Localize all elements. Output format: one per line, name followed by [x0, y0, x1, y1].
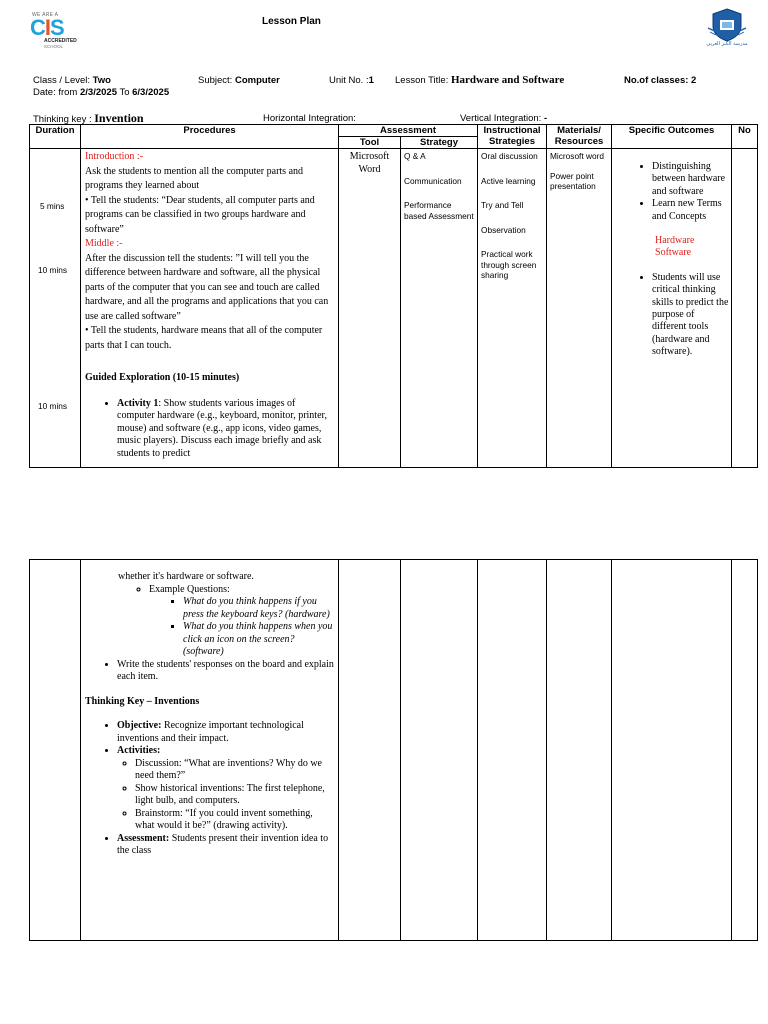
objective: • Objective: Recognize important technological inventions and their impact. — [117, 720, 334, 745]
activity-list — [85, 398, 334, 461]
strategy-performance-assessment: Performance based Assessment — [404, 200, 474, 221]
lesson-plan-table-page-2 — [29, 559, 758, 941]
vertical-integration: Vertical Integration: - — [460, 113, 548, 124]
write-responses: • Write the students' responses on the board and explain each item. — [117, 659, 334, 684]
continuation-text: whether it's hardware or software. — [118, 571, 254, 582]
strategy-cell-p2 — [401, 560, 478, 941]
question-icon: ▪ What do you think happens when you click an icon on the screen? (software) — [183, 621, 334, 659]
guided-exploration-title: Guided Exploration (10-15 minutes) — [85, 372, 240, 383]
outcome-new-terms: • Learn new Terms and Concepts — [652, 198, 731, 223]
instructional-active-learning: Active learning — [481, 175, 536, 186]
instructional-try-and-tell: Try and Tell — [481, 200, 524, 210]
outcomes-cell-p2 — [612, 560, 732, 941]
assessment: • Assessment: Students present their invention idea to the class — [117, 833, 334, 858]
activities-sublist — [117, 758, 334, 833]
lesson-plan-table-page-1 — [29, 124, 758, 468]
logo-accredited: ACCREDITED — [44, 38, 77, 44]
materials-cell — [547, 149, 612, 468]
middle-bullet: • Tell the students, hardware means that all of the computer parts that I can touch. — [85, 325, 323, 351]
subject: Subject: Computer — [198, 75, 280, 86]
outcome-critical-thinking: • Students will use critical thinking skills to predict the purpose of different tools (hardware and software). — [652, 272, 731, 359]
activities: • Activities: ◦ Discussion: “What are inventions? Why do we need them?” ◦ Show historical inventions: The first telephone, light bulb, and computers. ◦ Brainstorm: “If you could invent something, what would it be?” (drawing activity). — [117, 745, 334, 833]
page-title: Lesson Plan — [262, 16, 321, 27]
strategy-communication: Communication — [404, 175, 462, 186]
tool-cell — [339, 149, 401, 468]
material-powerpoint: Power point presentation — [550, 170, 596, 191]
header-instructional-strategies: Instructional Strategies — [478, 125, 547, 149]
header-procedures: Procedures — [81, 125, 339, 149]
instructional-practical-work: Practical work through screen sharing — [481, 249, 537, 280]
inventions-list — [85, 720, 334, 858]
header-strategy: Strategy — [401, 137, 478, 149]
school-name-arabic: مدرسة الكنز العربي — [706, 41, 748, 47]
duration-cell-p2 — [30, 560, 81, 941]
header-no: No — [732, 125, 758, 149]
logo-school: SCHOOL — [44, 44, 64, 49]
tool-cell-p2 — [339, 560, 401, 941]
middle-label: Middle :- — [85, 238, 123, 249]
write-list — [85, 659, 334, 684]
outcome-term-hardware: Hardware — [655, 235, 695, 247]
tool-microsoft-word: Microsoft Word — [349, 151, 390, 175]
introduction-text: Ask the students to mention all the computer parts and programs they learned about — [85, 165, 304, 191]
logo-we-are-a: WE ARE A — [32, 12, 59, 18]
instructional-strategies-cell — [478, 149, 547, 468]
duration-guided: 10 mins — [38, 401, 68, 411]
header-duration: Duration — [30, 125, 81, 149]
instructional-oral-discussion: Oral discussion — [481, 151, 538, 161]
question-keyboard: ▪ What do you think happens if you press the keyboard keys? (hardware) — [183, 596, 334, 621]
introduction-label: Introduction :- — [85, 151, 144, 162]
no-cell-p2 — [732, 560, 758, 941]
cis-accredited-logo — [30, 12, 90, 52]
no-cell — [732, 149, 758, 468]
duration-cell — [30, 149, 81, 468]
logo-cis-text: CIS — [30, 15, 64, 40]
number-of-classes: No.of classes: 2 — [624, 75, 697, 86]
header-tool: Tool — [339, 137, 401, 149]
duration-intro: 5 mins — [40, 201, 65, 211]
school-crest-logo — [700, 6, 754, 52]
unit-no: Unit No. :1 — [329, 75, 374, 86]
instructional-observation: Observation — [481, 224, 526, 235]
outcome-term-software: Software — [655, 247, 692, 259]
thinking-key-inventions-title: Thinking Key – Inventions — [85, 695, 200, 707]
example-question-list — [149, 596, 334, 659]
procedures-cell — [81, 149, 339, 468]
material-microsoft-word: Microsoft word — [550, 151, 604, 161]
header-assessment: Assessment — [339, 125, 478, 137]
class-level: Class / Level: Two — [33, 75, 111, 86]
materials-cell-p2 — [547, 560, 612, 941]
date-range: Date: from 2/3/2025 To 6/3/2025 — [33, 87, 170, 98]
thinking-key: Thinking key : Invention — [33, 111, 144, 125]
activity-historical-inventions: ◦ Show historical inventions: The first telephone, light bulb, and computers. — [135, 783, 334, 808]
lesson-title: Lesson Title: Hardware and Software — [395, 74, 565, 86]
specific-outcomes-cell — [612, 149, 732, 468]
middle-text: After the discussion tell the students: ”I will tell you the difference between hardware and software, all the physical parts of the computer that you can see and touch are called hardware, and all the programs and applications that you can use are called software” — [85, 252, 329, 322]
procedures-cell-p2 — [81, 560, 339, 941]
activity-brainstorm: ◦ Brainstorm: “If you could invent something, what would it be?” (drawing activity). — [135, 808, 334, 833]
example-list — [85, 584, 334, 659]
header-specific-outcomes: Specific Outcomes — [612, 125, 732, 149]
strategy-qa: Q & A — [404, 151, 426, 161]
strategy-cell — [401, 149, 478, 468]
header-materials-resources: Materials/ Resources — [547, 125, 612, 149]
example-questions: ◦ Example Questions: ▪ What do you think happens if you press the keyboard keys? (hardware) ▪ What do you think happens when you click an icon on the screen? (software) — [149, 584, 334, 659]
introduction-bullet: • Tell the students: “Dear students, all computer parts and programs can be classified in two groups hardware and software” — [85, 194, 315, 235]
outcome-distinguishing: • Distinguishing between hardware and software — [652, 161, 731, 198]
horizontal-integration: Horizontal Integration: — [263, 113, 356, 124]
activity-1: • Activity 1: Show students various images of computer hardware (e.g., keyboard, monitor, printer, mouse) and software (e.g., app icons, video games, music players). Discuss each image briefly and ask students to predict — [117, 398, 334, 461]
activity-discussion: ◦ Discussion: “What are inventions? Why do we need them?” — [135, 758, 334, 783]
instructional-cell-p2 — [478, 560, 547, 941]
duration-middle: 10 mins — [38, 265, 68, 275]
